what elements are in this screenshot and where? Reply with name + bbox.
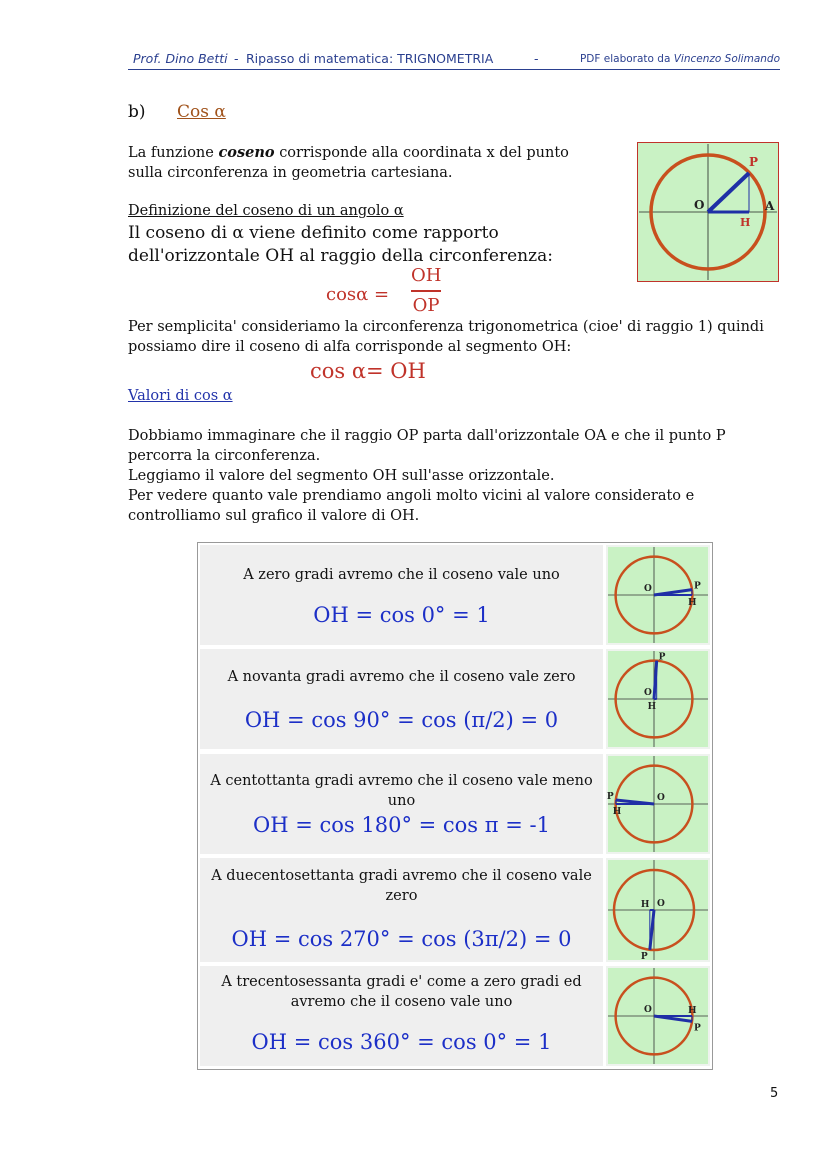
- angle-circle-figure: [608, 860, 708, 960]
- definition-text: Il coseno di α viene definito come rapporto dell'orizzontale OH al raggio della circonferenza:: [128, 223, 553, 266]
- row-text-cell: [200, 649, 603, 749]
- unit-circle-figure: [637, 142, 779, 282]
- formula-denominator: OP: [412, 295, 440, 316]
- header-author: Prof. Dino Betti: [133, 51, 228, 66]
- page-header: [128, 49, 780, 70]
- label-h: H: [740, 216, 751, 229]
- label-h: H: [647, 702, 657, 712]
- row-equation: OH = cos 0° = 1: [313, 603, 490, 627]
- row-figure-cell: [606, 754, 710, 854]
- formula-lhs: cosα =: [326, 284, 390, 305]
- label-p: P: [640, 951, 648, 962]
- explanation-line-1: Dobbiamo immaginare che il raggio OP parta dall'orizzontale OA e che il punto P percorra la circonferenza.: [128, 428, 726, 464]
- row-equation: OH = cos 180° = cos π = -1: [253, 813, 550, 837]
- intro-keyword: coseno: [218, 144, 275, 161]
- label-o: O: [644, 688, 652, 698]
- definition-heading: Definizione del coseno di un angolo α: [128, 203, 404, 219]
- row-text-cell: [200, 545, 603, 645]
- table-row: [200, 754, 710, 854]
- row-figure-cell: [606, 966, 710, 1066]
- row-text-cell: [200, 754, 603, 854]
- header-credit-name: Vincenzo Solimando: [673, 53, 780, 65]
- table-row: [200, 545, 710, 645]
- page-number: 5: [770, 1086, 779, 1101]
- label-p: P: [694, 581, 701, 592]
- angle-circle-figure: [608, 547, 708, 643]
- row-text-cell: [200, 858, 603, 962]
- section-letter: b): [128, 102, 146, 122]
- label-p: P: [694, 1023, 701, 1034]
- row-figure-cell: [606, 649, 710, 749]
- label-p: P: [749, 155, 759, 169]
- row-figure-cell: [606, 858, 710, 962]
- angle-circle-figure: [608, 968, 708, 1064]
- label-h: H: [688, 598, 697, 608]
- values-heading: Valori di cos α: [128, 388, 233, 404]
- header-separator-2: -: [534, 51, 539, 66]
- row-figure-cell: [606, 545, 710, 645]
- row-equation: OH = cos 90° = cos (π/2) = 0: [244, 708, 559, 732]
- label-o: O: [657, 793, 665, 803]
- row-description: A centottanta gradi avremo che il coseno vale meno uno: [210, 773, 593, 809]
- row-equation: OH = cos 360° = cos 0° = 1: [251, 1030, 552, 1054]
- header-credit-prefix: PDF elaborato da: [579, 53, 671, 65]
- label-a: A: [765, 199, 775, 213]
- header-separator: -: [234, 51, 239, 66]
- simplification-paragraph: Per semplicita' consideriamo la circonferenza trigonometrica (cioe' di raggio 1) quindi possiamo dire il coseno di alfa corrisponde al segmento OH:: [128, 319, 764, 355]
- cosine-oh-formula: cos α= OH: [310, 359, 426, 383]
- fraction-bar: [411, 290, 441, 292]
- label-h: H: [688, 1006, 697, 1016]
- formula-fraction: [411, 264, 441, 318]
- label-o: O: [657, 899, 665, 909]
- label-p: P: [658, 652, 666, 663]
- intro-part1: La funzione: [128, 145, 214, 161]
- intro-part2: corrisponde alla coordinata x del punto sulla circonferenza in geometria cartesiana.: [128, 145, 569, 181]
- header-subject: Ripasso di matematica: TRIGNOMETRIA: [246, 51, 494, 66]
- row-description: A trecentosessanta gradi e' come a zero gradi ed avremo che il coseno vale uno: [221, 974, 582, 1010]
- row-description: A zero gradi avremo che il coseno vale uno: [243, 567, 560, 583]
- explanation-line-3: Per vedere quanto vale prendiamo angoli molto vicini al valore considerato e controlliamo sul grafico il valore di OH.: [128, 488, 695, 524]
- label-o: O: [644, 1005, 652, 1015]
- label-o: O: [694, 198, 705, 212]
- label-h: H: [640, 900, 650, 910]
- intro-paragraph: [128, 143, 608, 183]
- row-description: A duecentosettanta gradi avremo che il coseno vale zero: [211, 868, 592, 904]
- section-title: Cos α: [177, 102, 226, 122]
- label-h: H: [612, 807, 622, 817]
- formula-numerator: OH: [411, 265, 442, 286]
- angle-circle-figure: [608, 651, 708, 747]
- row-equation: OH = cos 270° = cos (3π/2) = 0: [231, 927, 572, 951]
- cosine-values-table: [197, 542, 713, 1070]
- angle-circle-figure: [608, 756, 708, 852]
- table-row: [200, 649, 710, 749]
- label-o: O: [644, 584, 652, 594]
- explanation-paragraph: [128, 426, 788, 526]
- row-text-cell: [200, 966, 603, 1066]
- header-credit: [580, 53, 780, 65]
- table-row: [200, 966, 710, 1066]
- explanation-line-2: Leggiamo il valore del segmento OH sull'asse orizzontale.: [128, 468, 555, 484]
- row-description: A novanta gradi avremo che il coseno vale zero: [227, 669, 576, 685]
- table-row: [200, 858, 710, 962]
- label-p: P: [606, 791, 614, 802]
